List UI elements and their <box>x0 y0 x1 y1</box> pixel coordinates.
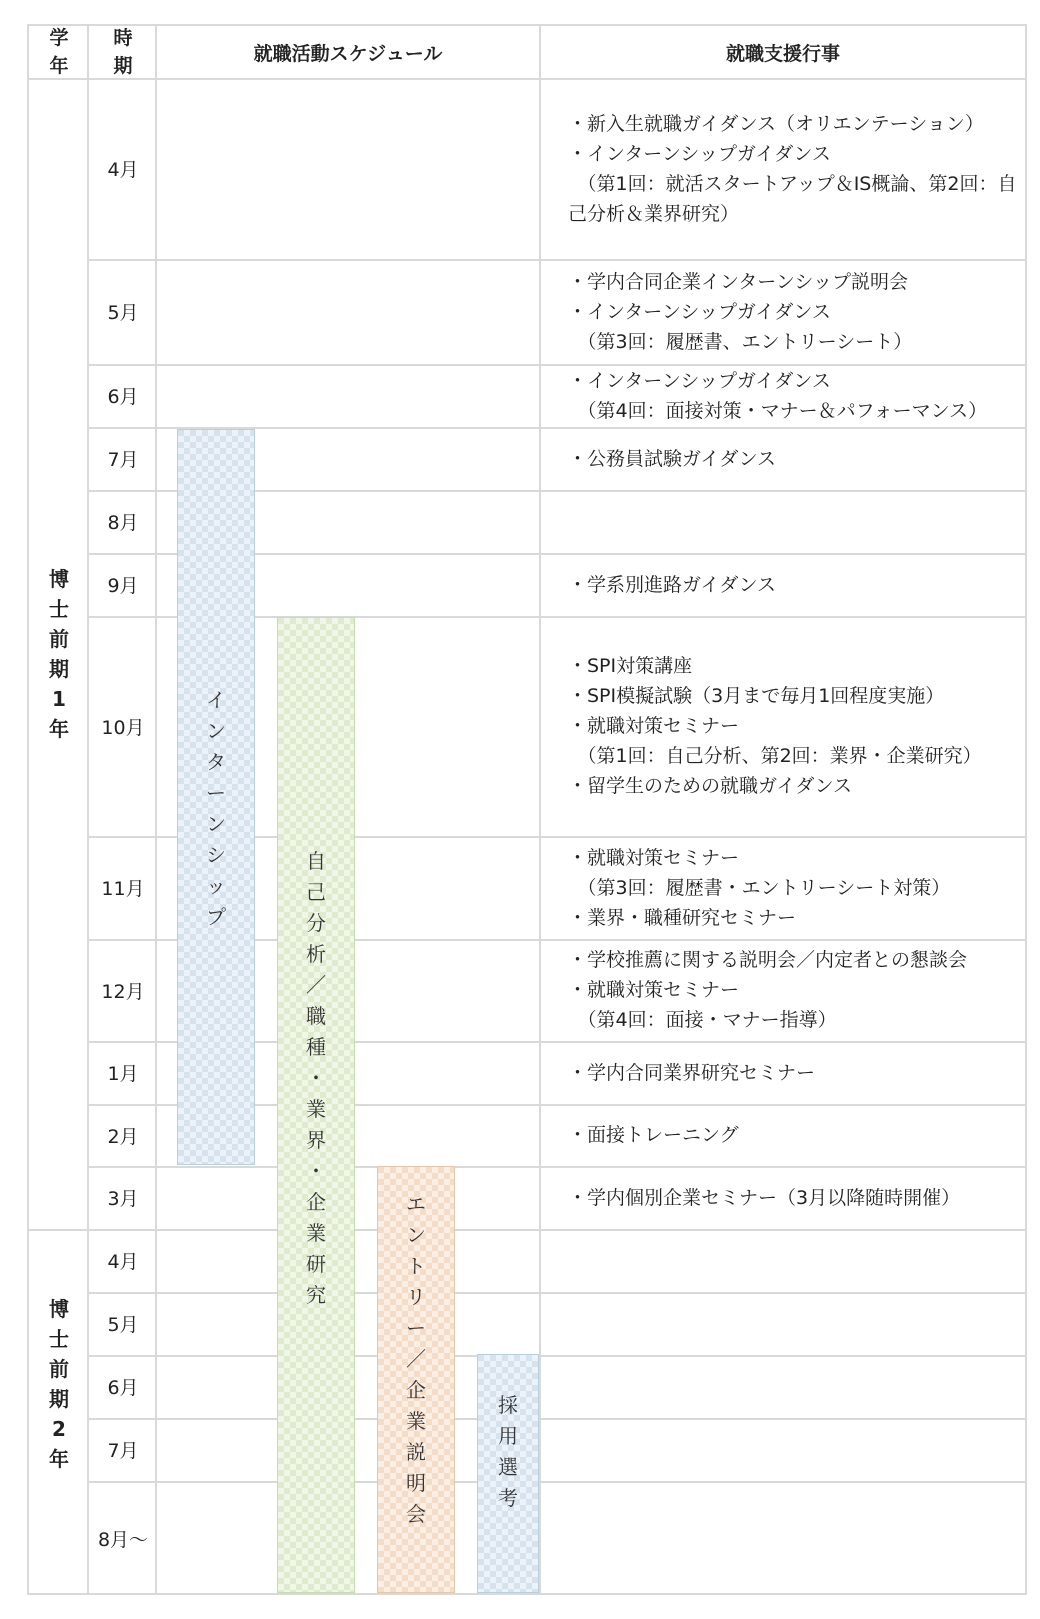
event-cell <box>562 1292 1022 1355</box>
bar-entry-label: エ ン ト リ ー ／ 企 業 説 明 会 <box>406 1192 426 1526</box>
event-text: ・学系別進路ガイダンス <box>568 573 777 596</box>
header-schedule: 就職活動スケジュール <box>253 43 443 65</box>
header-period: 時 期 <box>113 27 133 77</box>
bar-entry <box>377 1166 455 1593</box>
month-cell: 7月 <box>107 449 139 471</box>
event-text: ・面接トレーニング <box>568 1124 739 1146</box>
event-text: ・就職対策セミナー （第3回：履歴書・エントリーシート対策） ・業界・職種研究セミナー <box>568 846 951 929</box>
month-cell: 11月 <box>101 878 145 900</box>
event-cell <box>562 1229 1022 1292</box>
event-text: ・学内合同業界研究セミナー <box>568 1061 816 1084</box>
event-text: ・公務員試験ガイダンス <box>568 447 777 470</box>
event-cell <box>562 553 1022 616</box>
month-cell: 10月 <box>101 716 145 739</box>
event-cell <box>562 364 1022 427</box>
year-label-1: 博 士 前 期 1 年 <box>49 567 69 741</box>
event-cell <box>562 939 1022 1041</box>
header-support: 就職支援行事 <box>725 43 840 65</box>
event-text: ・新入生就職ガイダンス（オリエンテーション） ・インターンシップガイダンス （第1回：就活スタートアップ＆IS概論、第2回：自己分析＆業界研究） <box>568 112 1017 225</box>
month-cell: 6月 <box>107 1377 139 1399</box>
month-cell: 8月 <box>107 512 139 534</box>
event-cell <box>562 616 1022 836</box>
bar-self-analysis-label: 自 己 分 析 ／ 職 種 ・ 業 界 ・ 企 業 研 究 <box>306 849 326 1307</box>
event-cell <box>562 1481 1022 1595</box>
month-cell: 1月 <box>107 1063 139 1085</box>
event-cell <box>562 1104 1022 1166</box>
month-cell: 9月 <box>107 575 139 597</box>
month-cell: 4月 <box>107 1251 139 1273</box>
event-cell <box>562 1418 1022 1481</box>
event-cell <box>562 490 1022 553</box>
schedule-table <box>27 24 1027 1595</box>
bar-selection-label: 採 用 選 考 <box>498 1393 518 1510</box>
event-text: ・学内個別企業セミナー（3月以降随時開催） <box>568 1186 961 1209</box>
month-cell: 8月～ <box>97 1528 149 1551</box>
bar-selection <box>477 1354 539 1593</box>
event-text: ・インターンシップガイダンス （第4回：面接対策・マナー＆パフォーマンス） <box>568 369 988 422</box>
month-cell: 6月 <box>107 386 139 408</box>
bar-internship <box>177 429 255 1165</box>
event-text: ・SPI対策講座 ・SPI模擬試験（3月まで毎月1回程度実施） ・就職対策セミナー （第1回：自己分析、第2回：業界・企業研究） ・留学生のための就職ガイダンス <box>568 655 982 797</box>
event-text: ・学校推薦に関する説明会／内定者との懇談会 ・就職対策セミナー （第4回：面接・マナー指導） <box>568 949 968 1031</box>
event-cell <box>562 1166 1022 1229</box>
month-cell: 3月 <box>107 1188 139 1210</box>
month-cell: 4月 <box>107 159 139 181</box>
bar-internship-label: イ ン タ ー ン シ ッ プ <box>206 688 226 929</box>
month-cell: 12月 <box>101 980 145 1003</box>
month-cell: 7月 <box>107 1440 139 1462</box>
event-cell <box>562 836 1022 939</box>
event-cell <box>562 1041 1022 1104</box>
event-cell <box>562 259 1022 364</box>
event-cell <box>562 427 1022 490</box>
month-cell: 2月 <box>107 1125 139 1148</box>
event-cell <box>562 78 1022 259</box>
year-label-2: 博 士 前 期 2 年 <box>49 1297 69 1471</box>
event-text: ・学内合同企業インターンシップ説明会 ・インターンシップガイダンス （第3回：履歴書、エントリーシート） <box>568 270 913 353</box>
header-year: 学 年 <box>49 27 69 77</box>
month-cell: 5月 <box>107 1314 139 1336</box>
event-cell <box>562 1355 1022 1418</box>
bar-self-analysis <box>277 617 355 1593</box>
month-cell: 5月 <box>107 302 139 324</box>
